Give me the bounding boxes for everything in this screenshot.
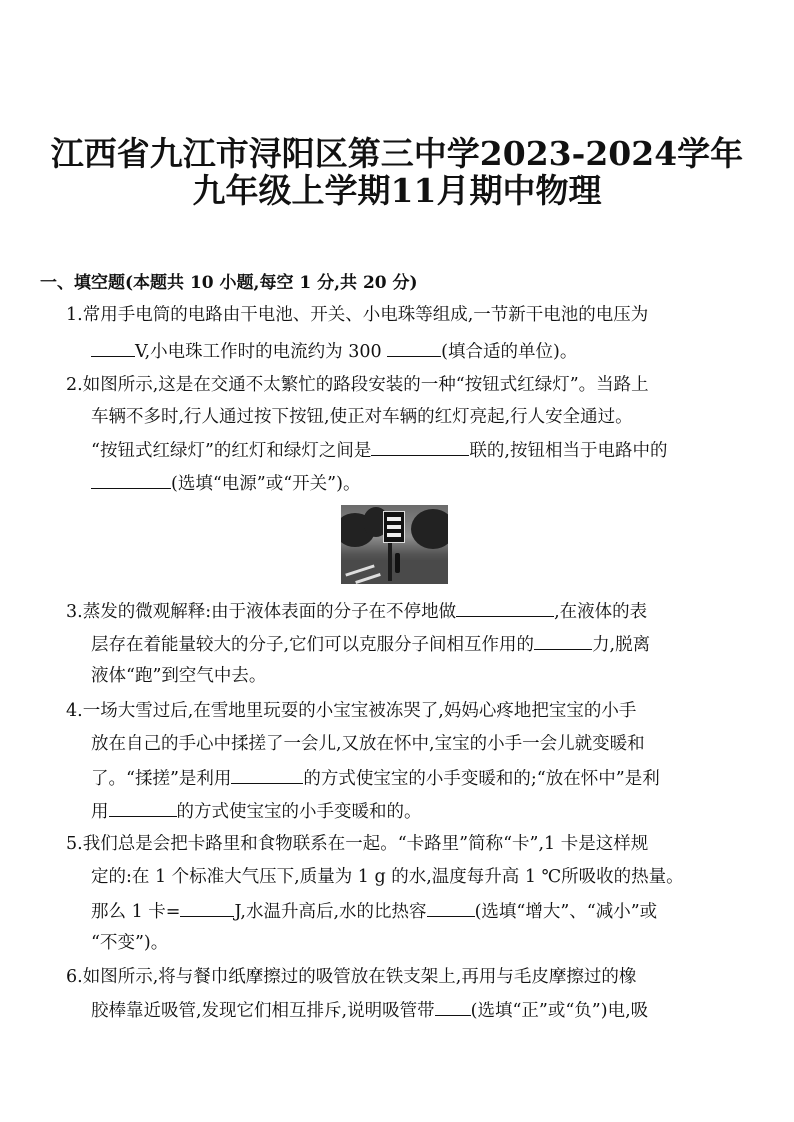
answer-blank[interactable] [427, 898, 475, 917]
q2-line-4: (选填“电源”或“开关”)。 [91, 470, 360, 496]
q6-line-2: 胶棒靠近吸管,发现它们相互排斥,说明吸管带 (选填“正”或“负”)电,吸 [91, 997, 648, 1023]
traffic-light-photo [341, 505, 448, 584]
q6-line-1: 6.如图所示,将与餐巾纸摩擦过的吸管放在铁支架上,再用与毛皮摩擦过的橡 [66, 967, 637, 987]
answer-blank[interactable] [91, 338, 135, 357]
answer-blank[interactable] [91, 470, 171, 489]
q5-line-2: 定的:在 1 个标准大气压下,质量为 1 g 的水,温度每升高 1 ℃所吸收的热量。 [91, 867, 684, 887]
q1-line-1: 1.常用手电筒的电路由干电池、开关、小电珠等组成,一节新干电池的电压为 [66, 305, 649, 325]
answer-blank[interactable] [435, 997, 471, 1016]
q3-line-3: 液体“跑”到空气中去。 [91, 666, 267, 686]
answer-blank[interactable] [180, 898, 234, 917]
q2-line-1: 2.如图所示,这是在交通不太繁忙的路段安装的一种“按钮式红绿灯”。当路上 [66, 375, 649, 395]
title-line-1: 江西省九江市浔阳区第三中学2023-2024学年 [50, 134, 744, 173]
q2-line-3: “按钮式红绿灯”的红灯和绿灯之间是 联的,按钮相当于电路中的 [91, 437, 667, 463]
title-line-2: 九年级上学期11月期中物理 [192, 171, 602, 210]
answer-blank[interactable] [371, 437, 469, 456]
answer-blank[interactable] [387, 338, 441, 357]
q5-line-1: 5.我们总是会把卡路里和食物联系在一起。“卡路里”简称“卡”,1 卡是这样规 [66, 834, 649, 854]
q3-line-2: 层存在着能量较大的分子,它们可以克服分子间相互作用的 力,脱离 [91, 631, 650, 657]
q3-line-1: 3.蒸发的微观解释:由于液体表面的分子在不停地做 ,在液体的表 [66, 598, 647, 624]
section-heading: 一、填空题(本题共 10 小题,每空 1 分,共 20 分) [40, 273, 418, 293]
q4-line-1: 4.一场大雪过后,在雪地里玩耍的小宝宝被冻哭了,妈妈心疼地把宝宝的小手 [66, 701, 637, 721]
q5-line-4: “不变”)。 [91, 933, 169, 953]
answer-blank[interactable] [231, 765, 303, 784]
q2-line-2: 车辆不多时,行人通过按下按钮,使正对车辆的红灯亮起,行人安全通过。 [91, 407, 633, 427]
answer-blank[interactable] [456, 598, 554, 617]
q4-line-4: 用 的方式使宝宝的小手变暖和的。 [91, 798, 422, 824]
q5-line-3: 那么 1 卡= J,水温升高后,水的比热容 (选填“增大”、“减小”或 [91, 898, 657, 924]
q4-line-2: 放在自己的手心中揉搓了一会儿,又放在怀中,宝宝的小手一会儿就变暖和 [91, 734, 645, 754]
answer-blank[interactable] [534, 631, 592, 650]
q4-line-3: 了。“揉搓”是利用 的方式使宝宝的小手变暖和的;“放在怀中”是利 [91, 765, 660, 791]
q1-line-2: V,小电珠工作时的电流约为 300 (填合适的单位)。 [91, 338, 577, 364]
answer-blank[interactable] [109, 798, 177, 817]
